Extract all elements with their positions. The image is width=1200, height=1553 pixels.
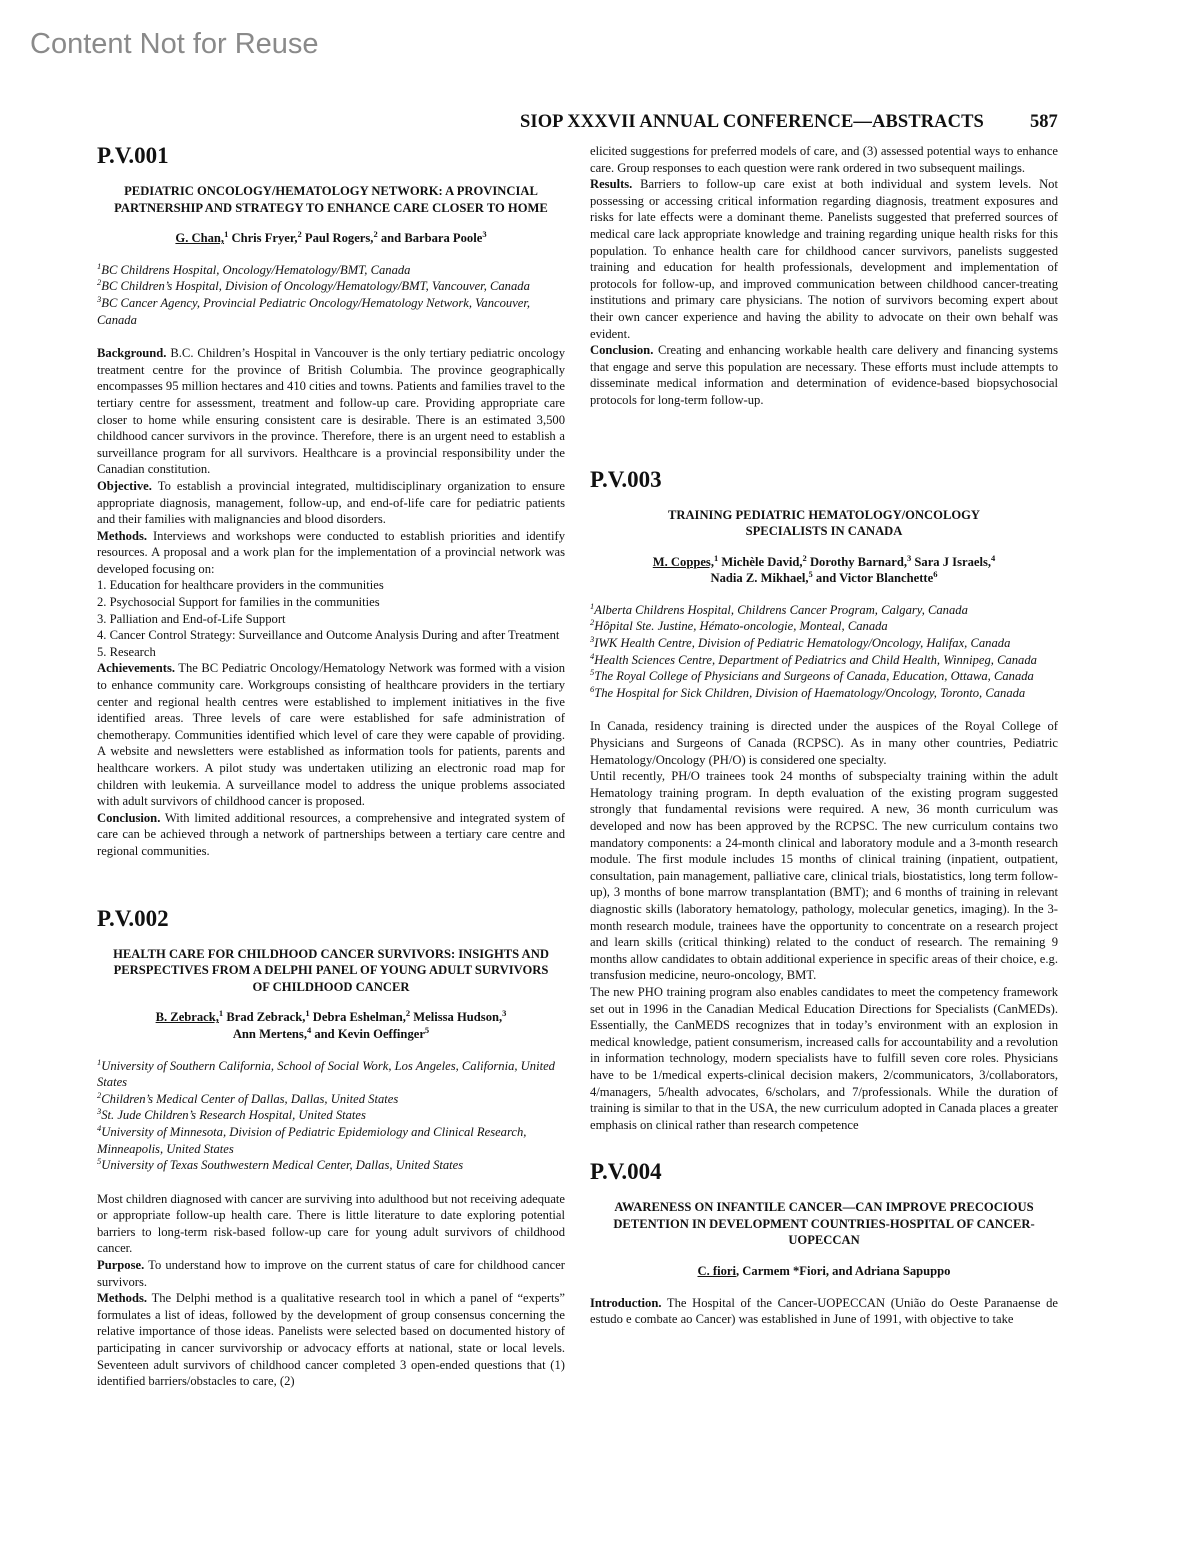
section-conclusion: Conclusion. With limited additional resources, a comprehensive and integrated system of care can be achieved through a network of partnerships between a tertiary care centre and regional communities. (97, 810, 566, 858)
affiliation: $^4$Health Sciences Centre, Department of Pediatrics and Child Health, Winnipeg, Canada (590, 650, 1037, 667)
section-purpose: Purpose. To understand how to improve on the current status of care for childhood cancer survivors. (97, 1258, 566, 1289)
running-head: SIOP XXXVII ANNUAL CONFERENCE—ABSTRACTS (520, 112, 984, 132)
section-introduction: Introduction. The Hospital of the Cancer-UOPECCAN (União do Oeste Paranaense de estudo e combate ao Cancer) was established in June of 1991, with objective to take (590, 1295, 1059, 1327)
author-name: Melissa Hudson, (413, 1010, 503, 1025)
watermark: Content Not for Reuse (30, 28, 319, 60)
affiliation: $^2$Hôpital Ste. Justine, Hémato-oncologie, Monteal, Canada (590, 617, 888, 634)
author-name: Chris Fryer, (231, 231, 298, 246)
abstract-title: TRAINING PEDIATRIC HEMATOLOGY/ONCOLOGY SPECIALISTS IN CANADA (667, 507, 981, 539)
list-item: 3. Palliation and End-of-Life Support (97, 611, 286, 626)
author-name: C. fiori (697, 1264, 736, 1279)
affiliation: $^1$BC Childrens Hospital, Oncology/Hematology/BMT, Canada (97, 260, 411, 277)
affiliation: $^2$Children’s Medical Center of Dallas, Dallas, United States (97, 1089, 399, 1106)
author-name: Nadia Z. Mikhael, (710, 571, 809, 586)
list-item: 1. Education for healthcare providers in the communities (97, 578, 384, 593)
author-list: B. Zebrack,$^1$ Brad Zebrack,$^1$ Debra Eshelman,$^2$ Melissa Hudson,$^3$ Ann Mertens,$^4$ and Kevin Oeffinger$^5$ (155, 1008, 507, 1041)
author-name: G. Chan, (175, 231, 225, 246)
author-list: G. Chan,$^1$ Chris Fryer,$^2$ Paul Rogers,$^2$ and Barbara Poole$^3$ (175, 229, 487, 246)
section-methods: Methods. The Delphi method is a qualitative research tool in which a panel of “experts” formulates a list of ideas, followed by the development of group consensus concerning the relative importance of those ideas. Panelists were selected based on documented history of participating in cancer survivorship or advocacy efforts at national, state or local levels. Seventeen adult survivors of childhood cancer completed 3 open-ended questions that (1) identified barriers/obstacles to care, (2) (97, 1291, 566, 1389)
body-paragraph: In Canada, residency training is directed under the auspices of the Royal College of Physicians and Surgeons of Canada (RCPSC). As in many other countries, Pediatric Hematology/Oncology (PH/O) is considered one specialty. (590, 719, 1058, 767)
left-column (97, 143, 565, 1390)
affiliations (97, 262, 565, 328)
abstract-id: P.V.002 (97, 905, 169, 931)
section-intro: Most children diagnosed with cancer are surviving into adulthood but not receiving adequate or appropriate follow-up health care. There is little literature to date exploring potential barriers to long-term risk-based follow-up care for young adult survivors of childhood cancer. (97, 1191, 565, 1256)
list-item: 5. Research (97, 644, 156, 659)
abstract-title: AWARENESS ON INFANTILE CANCER—CAN IMPROVE PRECOCIOUS DETENTION IN DEVELOPMENT COUNTRIES-HOSPITAL OF CANCER-UOPECCAN (613, 1200, 1035, 1248)
affiliation: $^3$St. Jude Children’s Research Hospital, United States (97, 1106, 366, 1123)
list-item: 2. Psychosocial Support for families in the communities (97, 595, 380, 610)
author-name: and Kevin Oeffinger (314, 1026, 425, 1041)
author-name: Ann Mertens, (232, 1026, 307, 1041)
author-name: Debra Eshelman, (312, 1010, 406, 1025)
body-paragraph: The new PHO training program also enables candidates to meet the competency framework set out in 1996 in the Canadian Medical Education Directions for Specialists (CanMEDs). Essentially, the CanMEDS recognizes that in today’s environment with an explosion in medical knowledge, patient consumerism, increased calls for accountability and a revolution in information technology, modern specialists have to fulfill seven core roles. Physicians have to be 1/medical experts-clinical decision makers, 2/communicators, 3/collaborators, 4/managers, 5/health advocates, 6/scholars, and 7/professionals. While the duration of training is similar to that in the USA, the new curriculum adopted in Canada places a greater emphasis on clinical rather than research competence (590, 984, 1058, 1132)
author-name: and Barbara Poole (380, 231, 483, 246)
affiliation: $^2$BC Children’s Hospital, Division of Oncology/Hematology/BMT, Vancouver, Canada (97, 277, 530, 294)
abstract-id: P.V.003 (590, 466, 662, 492)
section-methods-continued: elicited suggestions for preferred models of care, and (3) assessed potential ways to enhance care. Group responses to each question were rank ordered in two subsequent mailings. (590, 144, 1058, 175)
author-name: Paul Rogers, (304, 231, 374, 246)
section-conclusion: Conclusion. Creating and enhancing workable health care delivery and financing systems that engage and serve this population are necessary. These efforts must include attempts to disseminate medical information and determination of evidence-based biopsychosocial protocols for long-term follow-up. (590, 343, 1058, 407)
list-item: 4. Cancer Control Strategy: Surveillance and Outcome Analysis During and after Treatment (97, 628, 560, 643)
affiliation: $^3$BC Cancer Agency, Provincial Pediatric Oncology/Hematology Network, Vancouver, Canada (97, 293, 531, 327)
affiliation: $^5$University of Texas Southwestern Medical Center, Dallas, United States (97, 1156, 464, 1173)
author-name: Sara J Israels, (914, 554, 991, 569)
affiliation: $^5$The Royal College of Physicians and Surgeons of Canada, Education, Ottawa, Canada (590, 667, 1034, 684)
author-list: M. Coppes,$^1$ Michèle David,$^2$ Dorothy Barnard,$^3$ Sara J Israels,$^4$ Nadia Z. Mikhael,$^5$ and Victor Blanchette$^6$ (652, 552, 996, 586)
section-background: Background. B.C. Children’s Hospital in Vancouver is the only tertiary pediatric oncology treatment centre for the province of British Columbia. The province geographically encompasses 95 million hectares and 410 cities and towns. Patients and families travel to the tertiary centre for assessment, treatment and follow-up care. Providing appropriate care closer to home while ensuring consistent care is desirable. There is an estimated 3,500 childhood cancer survivors in the province. Therefore, there is an urgent need to establish a surveillance program for all survivors. Healthcare is a provincial responsibility under the Canadian constitution. (97, 346, 565, 477)
section-methods: Methods. Interviews and workshops were conducted to establish priorities and identify resources. A proposal and a work plan for the implementation of a provincial network was developed focusing on: (97, 528, 565, 576)
author-name: and Victor Blanchette (815, 571, 934, 586)
author-name: M. Coppes, (652, 554, 714, 569)
affiliations (97, 1058, 565, 1174)
abstract-title: PEDIATRIC ONCOLOGY/HEMATOLOGY NETWORK: A PROVINCIAL PARTNERSHIP AND STRATEGY TO ENHANCE CARE CLOSER TO HOME (114, 184, 548, 215)
abstract-id: P.V.001 (97, 143, 169, 168)
section-objective: Objective. To establish a provincial integrated, multidisciplinary organization to ensure appropriate diagnosis, management, follow-up, and end-of-life care for pediatric patients and their families with malignancies and blood disorders. (97, 478, 565, 527)
page-number: 587 (1030, 112, 1058, 132)
author-name: Michèle David, (721, 554, 803, 569)
section-achievements: Achievements. The BC Pediatric Oncology/Hematology Network was formed with a vision to enhance community care. Workgroups consisting of healthcare providers in the tertiary center and regional health centres were established to implement initiatives in the five identified areas. Three levels of care were established for safe administration of chemotherapy. Communities identified which level of care they were capable of providing. A website and newsletters were established as information tools for patients, parents and healthcare workers. A pilot study was undertaken utilizing an electronic road map for children with leukemia. A surveillance model to address the unique problems associated with adult survivors of childhood cancer is proposed. (97, 661, 566, 809)
author-name: B. Zebrack, (155, 1010, 219, 1025)
section-results: Results. Barriers to follow-up care exist at both individual and system levels. Not possessing or accessing critical information regarding diagnosis, treatment exposures and risks for late effects were a dominant theme. Panelists suggested that preferred sources of medical care lack appropriate knowledge and training regarding unique health risks for this population. To enhance health care for childhood cancer survivors, panelists suggested training and education for health professionals, development and implementation of protocols for follow-up, and improved communication between childhood cancer-treating institutions and primary care physicians. The notion of survivors becoming expert about their own cancer experience and having the ability to advocate on their own behalf was evident. (590, 177, 1058, 341)
author-name: Dorothy Barnard, (809, 554, 907, 569)
affiliation: $^1$Alberta Childrens Hospital, Childrens Cancer Program, Calgary, Canada (590, 600, 968, 617)
author-list (600, 1263, 1048, 1280)
author-name: Brad Zebrack, (226, 1010, 306, 1025)
affiliation: $^4$University of Minnesota, Division of Pediatric Epidemiology and Clinical Research, Minneapolis, United States (97, 1122, 527, 1156)
affiliation: $^6$The Hospital for Sick Children, Division of Haematology/Oncology, Toronto, Canada (590, 683, 1026, 700)
author-name: , Carmem *Fiori, and Adriana Sapuppo (736, 1264, 951, 1279)
right-column (590, 143, 1058, 1328)
affiliations (590, 602, 1058, 702)
abstract-title: HEALTH CARE FOR CHILDHOOD CANCER SURVIVORS: INSIGHTS AND PERSPECTIVES FROM A DELPHI PANEL OF YOUNG ADULT SURVIVORS OF CHILDHOOD CANCER (113, 946, 549, 994)
body-paragraph: Until recently, PH/O trainees took 24 months of subspecialty training within the adult Hematology training program. In depth evaluation of the existing program suggested strongly that fundamental revisions were required. A new, 36 month curriculum was developed and now has been approved by the RCPSC. The new curriculum contains two mandatory components: a 24-month clinical and laboratory module and a 3-month research module. The first module includes 15 months of clinical training (inpatient, outpatient, consultation, pain management, palliative care, clinical trials, biostatistics, long term follow-up), 3 months of bone marrow transplantation (BMT); and 6 months of training in relevant diagnostic skills (laboratory hematology, pathology, molecular genetics, imaging). In the 3-month research module, trainees have the opportunity to concentrate on a research project and learn skills (critical thinking) related to the conduct of research. The remaining 9 months allow candidates to obtain additional experience in specific areas of their choice, e.g. transfusion medicine, neuro-oncology, BMT. (590, 769, 1058, 983)
affiliation: $^3$IWK Health Centre, Division of Pediatric Hematology/Oncology, Halifax, Canada (590, 634, 1011, 651)
abstract-id: P.V.004 (590, 1159, 662, 1185)
affiliation: $^1$University of Southern California, School of Social Work, Los Angeles, California, United States (97, 1056, 555, 1090)
